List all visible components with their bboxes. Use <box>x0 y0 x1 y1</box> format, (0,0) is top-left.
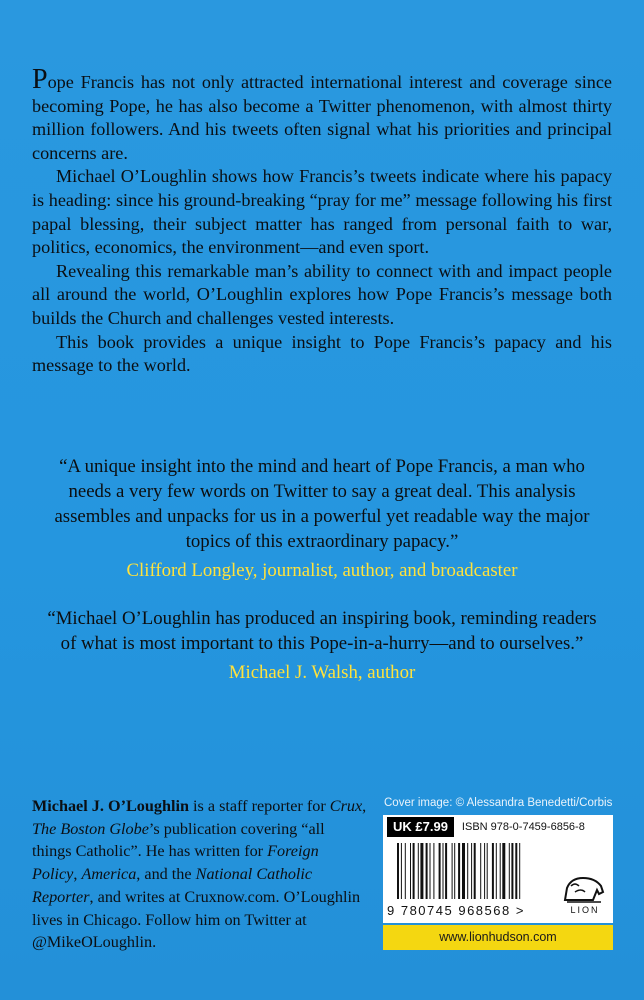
cover-image-credit: Cover image: © Alessandra Benedetti/Corbis <box>384 797 613 809</box>
endorsement-1 <box>40 454 604 583</box>
barcode-panel <box>383 815 613 923</box>
barcode-number: 9 780745 968568 > <box>387 903 525 918</box>
endorsement-2-text: “Michael O’Loughlin has produced an inspiring book, reminding readers of what is most important to this Pope-in-a-hurry—and to ourselves.” <box>47 608 597 654</box>
author-name: Michael J. O’Loughlin <box>32 797 189 815</box>
bio-text-1: is a staff reporter for <box>188 797 330 815</box>
bio-text-2: , <box>362 797 367 815</box>
drop-cap: P <box>32 64 48 95</box>
isbn-label: ISBN 978-0-7459-6856-8 <box>461 821 585 833</box>
blurb-paragraph-3: Revealing this remarkable man’s ability to connect with and impact people all around the world, O’Loughlin explores how Pope Francis’s message both builds the Church and challenges vested interests. <box>32 260 612 328</box>
endorsement-2 <box>40 606 604 685</box>
blurb <box>32 64 612 378</box>
endorsement-1-text: “A unique insight into the mind and heart of Pope Francis, a man who needs a very few words on Twitter to say a great deal. This analysis assembles and unpacks for us in a powerful yet readable way the major topics of this extraordinary papacy.” <box>54 456 590 552</box>
bio-text-3: ’s publication covering “all things Catholic”. He has written for <box>32 819 325 861</box>
blurb-paragraph-4: This book provides a unique insight to Pope Francis’s papacy and his message to the world. <box>32 331 612 376</box>
publisher-website: www.lionhudson.com <box>383 925 613 950</box>
barcode-icon <box>395 843 555 903</box>
author-bio <box>32 795 368 954</box>
endorsement-1-attribution: Clifford Longley, journalist, author, and broadcaster <box>126 560 518 581</box>
bio-text-4: , <box>73 865 82 884</box>
publication-boston-globe: The Boston Globe <box>32 819 149 838</box>
publication-ncr: National Catholic Reporter <box>32 865 313 906</box>
blurb-paragraph-1-text: ope Francis has not only attracted international interest and coverage since becoming Pope, he has also become a Twitter phenomenon, with almost thirty million followers. And his tweets often signal what his priorities and principal concerns are. <box>32 72 612 163</box>
publication-foreign-policy: Foreign Policy <box>32 842 319 884</box>
blurb-paragraph-2: Michael O’Loughlin shows how Francis’s tweets indicate where his papacy is heading: since his ground-breaking “pray for me” message following his first papal blessing, their subject matter has ranged from personal faith to war, politics, economics, the environment—and even sport. <box>32 166 612 258</box>
bio-text-6: , and writes at Cruxnow.com. O’Loughlin lives in Chicago. Follow him on Twitter at @MikeOLoughlin. <box>32 887 361 952</box>
endorsement-2-attribution: Michael J. Walsh, author <box>228 662 416 683</box>
price-label: UK £7.99 <box>387 817 454 837</box>
price-row <box>387 818 585 836</box>
bio-text-5: , and the <box>136 865 196 884</box>
publication-america: America <box>81 865 137 884</box>
lion-logo-text: LION <box>570 905 600 915</box>
publication-crux: Crux <box>329 797 363 815</box>
blurb-paragraph-1 <box>32 64 612 165</box>
